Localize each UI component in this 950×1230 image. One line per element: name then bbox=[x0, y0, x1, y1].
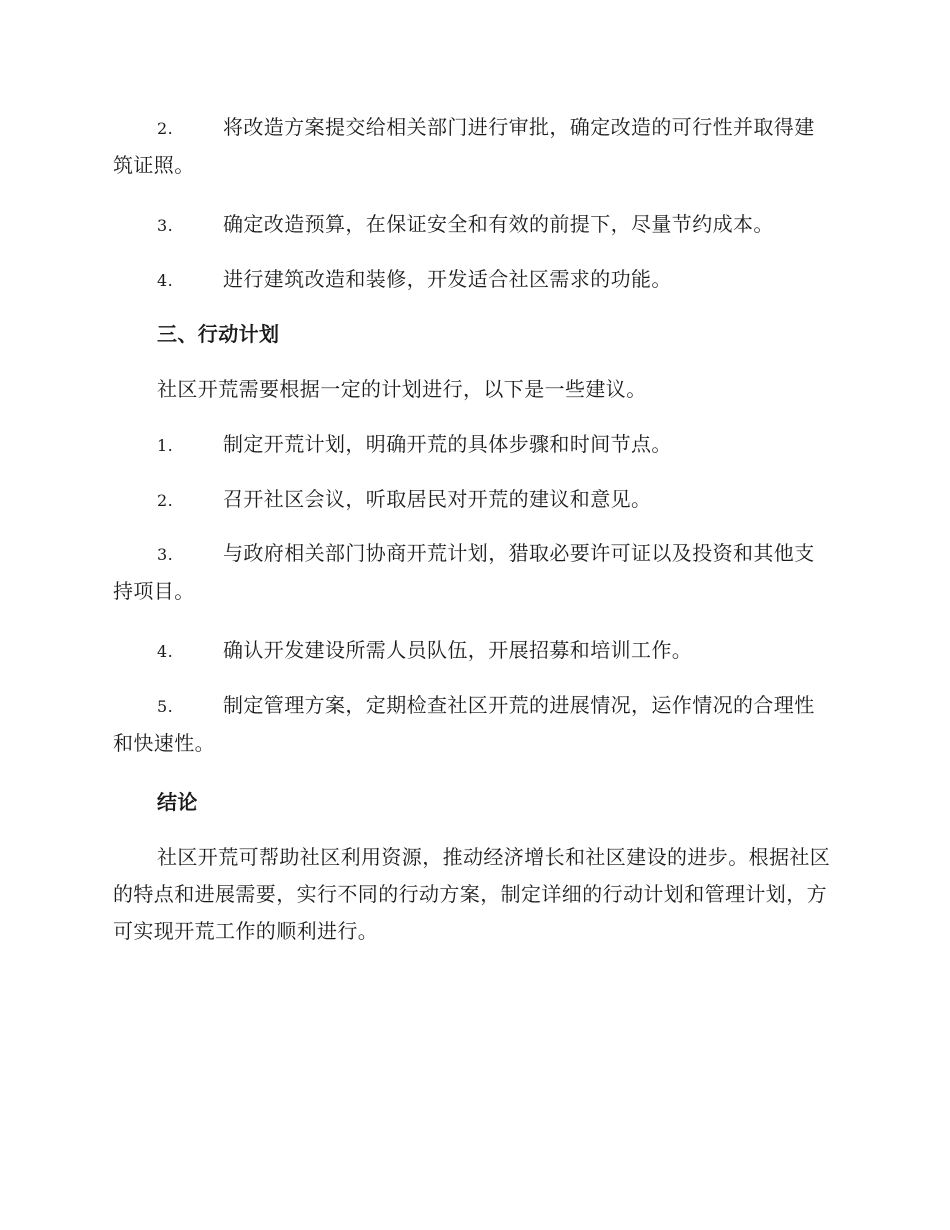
list-number: 2. bbox=[157, 119, 174, 138]
list-text: 确定改造预算，在保证安全和有效的前提下，尽量节约成本。 bbox=[223, 212, 774, 236]
list-text: 进行建筑改造和装修，开发适合社区需求的功能。 bbox=[223, 267, 672, 291]
section-heading: 三、行动计划 bbox=[157, 322, 280, 346]
list-item bbox=[113, 481, 833, 519]
list-item bbox=[113, 426, 833, 464]
list-number: 3. bbox=[157, 216, 174, 235]
list-item bbox=[113, 535, 833, 610]
list-number: 2. bbox=[157, 491, 174, 510]
list-text: 制定开荒计划，明确开荒的具体步骤和时间节点。 bbox=[223, 432, 672, 456]
list-item bbox=[113, 632, 833, 670]
list-item bbox=[113, 109, 833, 184]
list-number: 4. bbox=[157, 271, 174, 290]
conclusion-text: 社区开荒可帮助社区利用资源，推动经济增长和社区建设的进步。根据社区的特点和进展需要，实行不同的行动方案，制定详细的行动计划和管理计划，方可实现开荒工作的顺利进行。 bbox=[113, 845, 831, 943]
list-number: 5. bbox=[157, 697, 174, 716]
list-item bbox=[113, 261, 833, 299]
list-text: 制定管理方案，定期检查社区开荒的进展情况，运作情况的合理性和快速性。 bbox=[113, 693, 815, 755]
list-text: 召开社区会议，听取居民对开荒的建议和意见。 bbox=[223, 487, 652, 511]
list-text: 将改造方案提交给相关部门进行审批，确定改造的可行性并取得建筑证照。 bbox=[113, 115, 815, 177]
conclusion-heading: 结论 bbox=[157, 790, 198, 814]
list-number: 3. bbox=[157, 545, 174, 564]
list-item bbox=[113, 206, 833, 244]
list-text: 与政府相关部门协商开荒计划，猎取必要许可证以及投资和其他支持项目。 bbox=[113, 541, 815, 603]
list-number: 4. bbox=[157, 642, 174, 661]
list-text: 确认开发建设所需人员队伍，开展招募和培训工作。 bbox=[223, 638, 693, 662]
list-item bbox=[113, 687, 833, 762]
section-intro: 社区开荒需要根据一定的计划进行，以下是一些建议。 bbox=[157, 377, 647, 401]
list-number: 1. bbox=[157, 436, 174, 455]
